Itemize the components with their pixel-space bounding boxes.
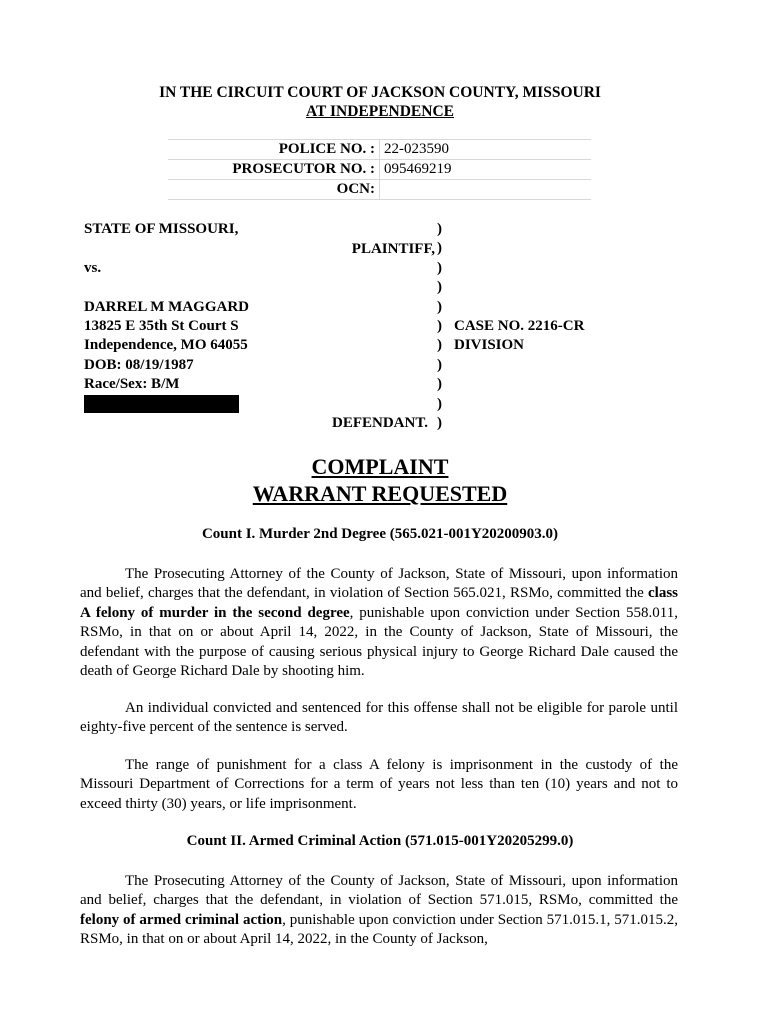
count2-p1-text-a: The Prosecuting Attorney of the County of Jackson, State of Missouri, upon information and belief, charges that the defendant, in violation of Section 571.015, RSMo, committed the <box>80 873 678 909</box>
redaction-bar <box>84 395 239 413</box>
caption-parentheses <box>437 220 449 433</box>
count1-paragraph3: The range of punishment for a class A felony is imprisonment in the custody of the Missouri Department of Corrections for a term of years not less than ten (10) years and not to exceed thirty (30) years, or life imprisonment. <box>80 757 678 812</box>
plaintiff-label: PLAINTIFF, <box>351 241 435 257</box>
versus: vs. <box>84 259 102 276</box>
paren: ) <box>437 221 442 237</box>
paren: ) <box>437 240 442 257</box>
paren: ) <box>437 298 442 315</box>
count2-paragraph1 <box>80 872 678 950</box>
count2-heading: Count II. Armed Criminal Action (571.015-001Y20205299.0) <box>186 833 574 849</box>
case-numbers-table <box>168 139 591 200</box>
court-location: AT INDEPENDENCE <box>306 103 454 120</box>
division: DIVISION <box>454 337 525 354</box>
court-heading <box>80 83 680 121</box>
police-no-value: 22-023590 <box>380 140 592 160</box>
paren: ) <box>437 356 442 373</box>
court-name: IN THE CIRCUIT COURT OF JACKSON COUNTY, MISSOURI <box>159 84 601 101</box>
defendant-name: DARREL M MAGGARD <box>84 298 249 315</box>
case-info <box>454 317 584 356</box>
prosecutor-no-row <box>168 160 591 180</box>
count1-p1-text-b: , punishable upon conviction under Section 558.011, RSMo, in that on or about April 14, 2022, in the County of Jackson, State of Missouri, the defendant with the purpose of causing serious physical injury to George Richard Dale caused the death of George Richard Dale by shooting him. <box>80 604 678 680</box>
paren: ) <box>437 279 442 296</box>
paren: ) <box>437 376 442 393</box>
count1-paragraph1 <box>80 565 678 681</box>
caption-parties <box>84 220 249 395</box>
count1-heading: Count I. Murder 2nd Degree (565.021-001Y20200903.0) <box>201 526 559 542</box>
defendant-race-sex: Race/Sex: B/M <box>84 376 180 393</box>
defendant-address-line2: Independence, MO 64055 <box>84 337 248 354</box>
ocn-value <box>380 180 592 200</box>
paren: ) <box>437 259 442 276</box>
ocn-row <box>168 180 591 200</box>
title-complaint: COMPLAINT <box>311 454 449 479</box>
prosecutor-no-label: PROSECUTOR NO. : <box>168 160 380 180</box>
paren: ) <box>437 415 442 432</box>
defendant-dob: DOB: 08/19/1987 <box>84 356 194 373</box>
police-no-label: POLICE NO. : <box>168 140 380 160</box>
paren: ) <box>437 337 442 354</box>
count1-p1-charge: class A felony of murder in the second degree <box>80 585 678 621</box>
paren: ) <box>437 318 442 335</box>
defendant-address-line1: 13825 E 35th St Court S <box>84 318 239 335</box>
prosecutor-no-value: 095469219 <box>380 160 592 180</box>
police-no-row <box>168 140 591 160</box>
case-number: CASE NO. 2216-CR <box>454 318 585 334</box>
count1-p1-text-a: The Prosecuting Attorney of the County of Jackson, State of Missouri, upon information and belief, charges that the defendant, in violation of Section 565.021, RSMo, committed the <box>80 566 678 602</box>
defendant-label: DEFENDANT. <box>332 415 428 431</box>
document-title <box>80 453 680 507</box>
count1-paragraph2: An individual convicted and sentenced for this offense shall not be eligible for parole until eighty-five percent of the sentence is served. <box>80 700 678 736</box>
count2-p1-charge: felony of armed criminal action <box>80 911 283 928</box>
plaintiff-name: STATE OF MISSOURI, <box>84 221 239 237</box>
title-warrant-requested: WARRANT REQUESTED <box>252 481 508 506</box>
ocn-label: OCN: <box>168 180 380 200</box>
count2-p1-text-b: , punishable upon conviction under Section 571.015.1, 571.015.2, RSMo, in that on or about April 14, 2022, in the County of Jackson, <box>80 911 678 948</box>
paren: ) <box>437 395 442 412</box>
